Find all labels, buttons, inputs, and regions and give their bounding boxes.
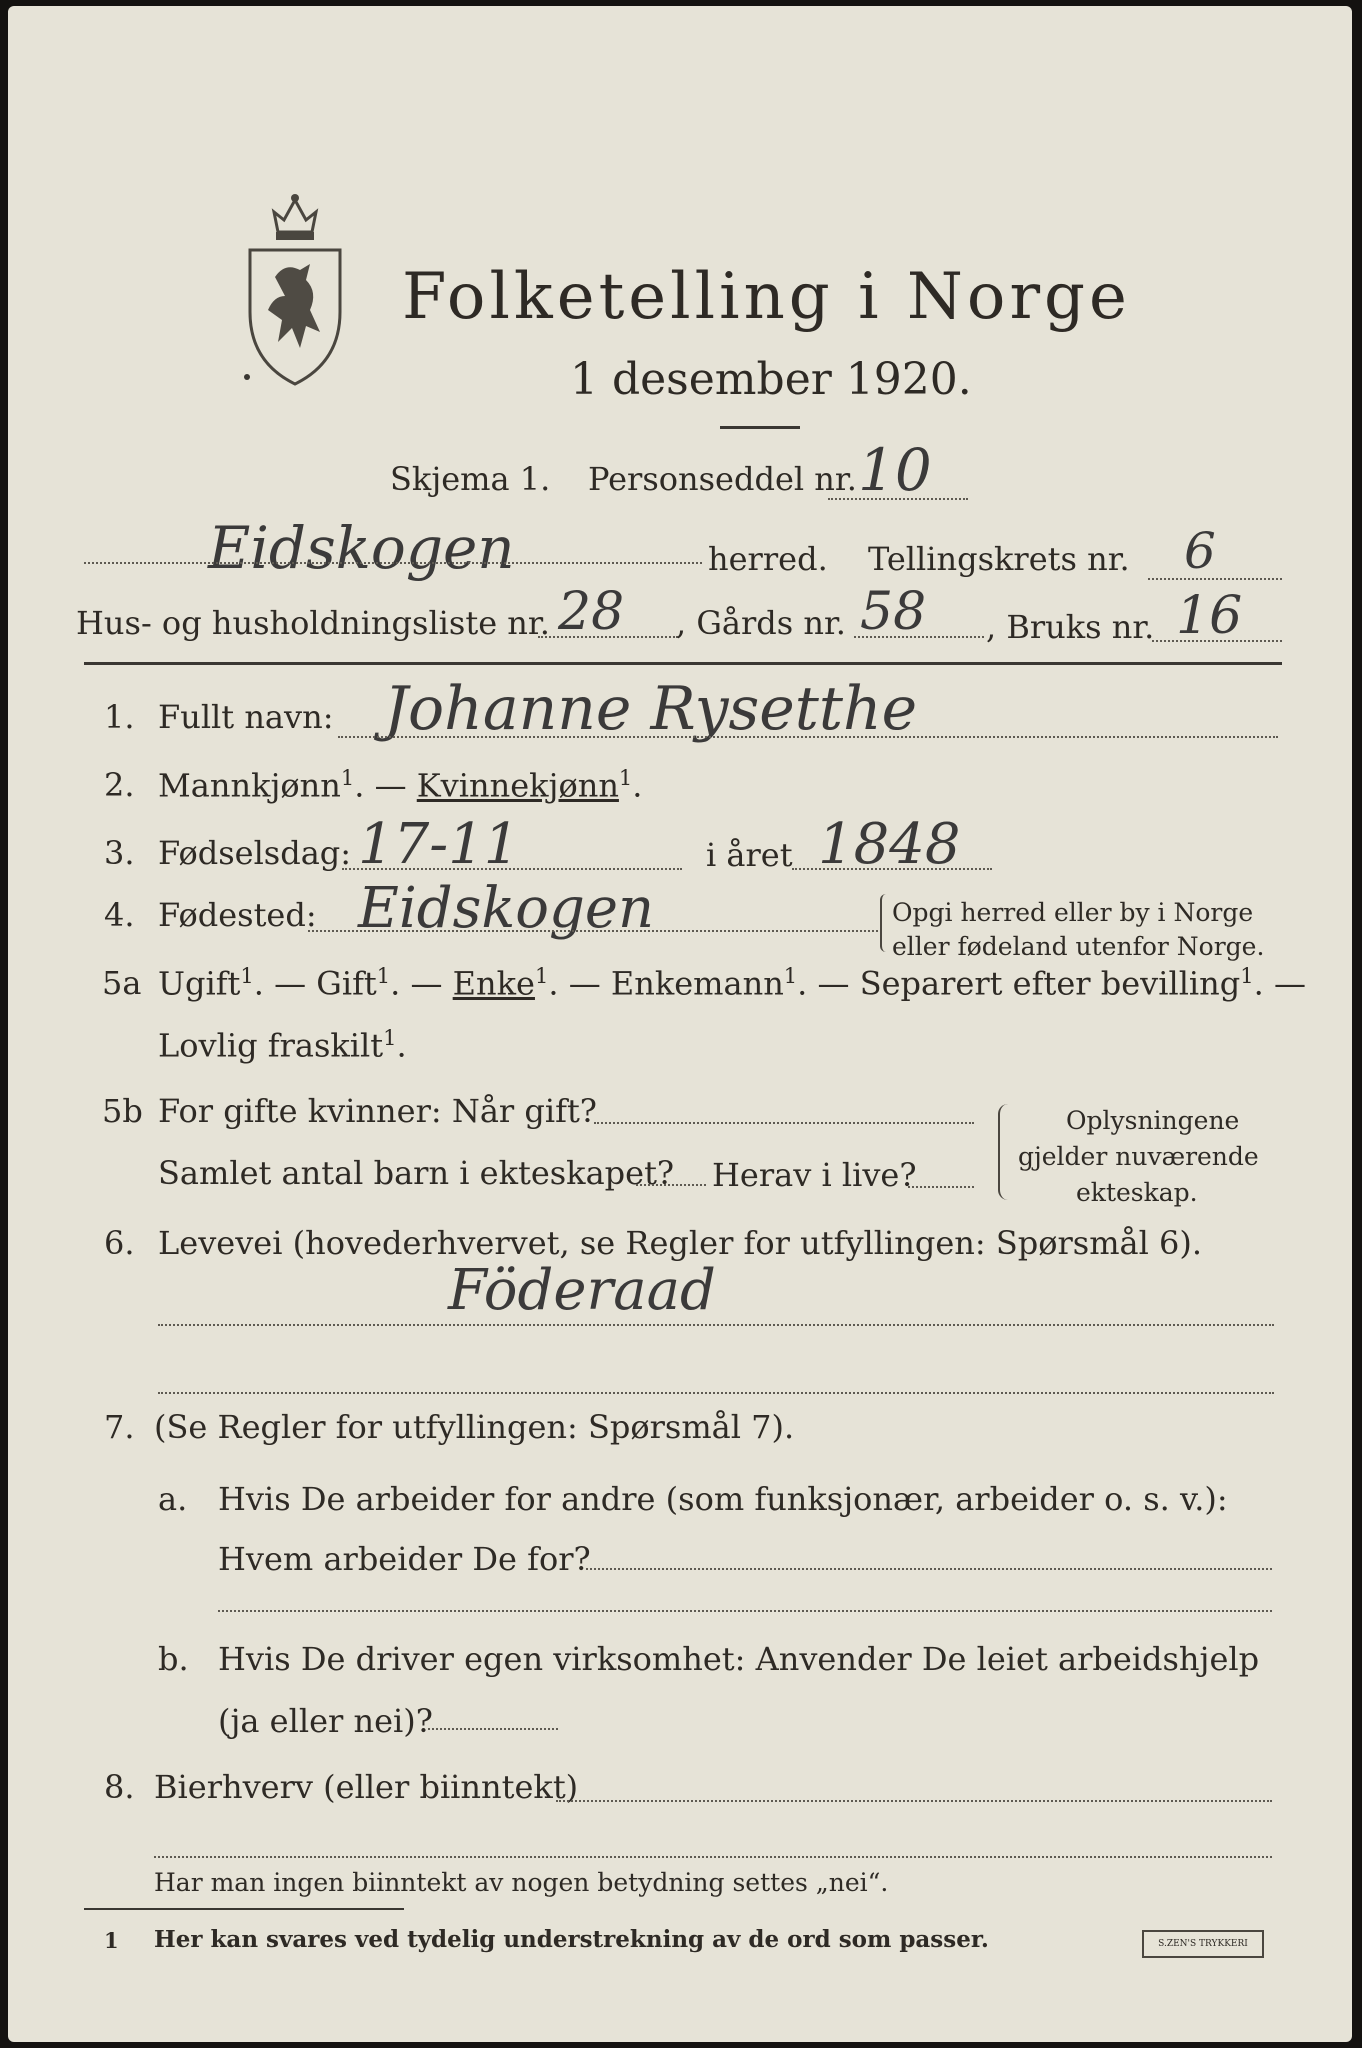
q7a-marker: a.: [158, 1480, 188, 1518]
bruks-line: [1152, 640, 1282, 642]
herred-label: herred.: [708, 540, 828, 578]
q5b-married-line: [594, 1122, 974, 1124]
q4-label: Fødested:: [158, 896, 317, 934]
q5b-children-label: Samlet antal barn i ekteskapet?: [158, 1154, 675, 1192]
q4-note-brace: [880, 894, 888, 952]
personseddel-line: [828, 498, 968, 500]
q7b-line1: Hvis De driver egen virksomhet: Anvender De leiet arbeidshjelp: [218, 1640, 1260, 1678]
q3-label: Fødselsdag:: [158, 834, 352, 872]
form-date: 1 desember 1920.: [570, 354, 972, 405]
personseddel-value: 10: [858, 436, 932, 504]
herred-value: Eidskogen: [208, 514, 515, 582]
q5a-option-ugift: Ugift: [158, 964, 241, 1003]
form-title: Folketelling i Norge: [402, 260, 1131, 334]
herred-line: [84, 562, 702, 564]
q7a-line2: Hvem arbeider De for?: [218, 1540, 591, 1578]
q6-number: 6.: [104, 1224, 135, 1262]
q5a-line2: Lovlig fraskilt$^1$.: [158, 1026, 407, 1065]
q8-number: 8.: [104, 1768, 135, 1806]
q5a-number: 5a: [102, 964, 142, 1002]
q6-label: Levevei (hovederhvervet, se Regler for utfyllingen: Spørsmål 6).: [158, 1224, 1203, 1262]
section-divider: [84, 662, 1282, 665]
q2-option-female: Kvinnekjønn: [416, 766, 619, 805]
q3-year-label: i året: [706, 836, 793, 874]
q2-number: 2.: [104, 766, 135, 804]
q3-line: [342, 868, 682, 870]
census-form-sheet: [8, 6, 1352, 2042]
q7b-line: [428, 1728, 558, 1730]
q4-note-line1: Opgi herred eller by i Norge: [892, 898, 1254, 927]
q4-note-line2: eller fødeland utenfor Norge.: [892, 932, 1265, 961]
q4-line: [308, 930, 878, 932]
q7-number: 7.: [104, 1408, 135, 1446]
footer-note: Har man ingen biinntekt av nogen betydning settes „nei“.: [154, 1868, 889, 1897]
q7a-line1: Hvis De arbeider for andre (som funksjonær, arbeider o. s. v.):: [218, 1480, 1228, 1518]
coat-of-arms-icon: [240, 192, 350, 392]
dot-mark: [244, 374, 250, 380]
q8-line-extra: [154, 1856, 1272, 1858]
q5b-note-line1: Oplysningene: [1066, 1106, 1240, 1135]
q2-text: Mannkjønn$^1$. — Kvinnekjønn$^1$.: [158, 766, 643, 805]
q5b-note-brace: [998, 1104, 1008, 1200]
q3-value: 17-11: [358, 812, 520, 877]
q7a-line-extra: [218, 1610, 1272, 1612]
q5b-note-line2: gjelder nuværende: [1018, 1142, 1259, 1171]
bruks-value: 16: [1176, 586, 1243, 646]
gards-value: 58: [860, 582, 927, 642]
q5a-option-enke: Enke: [452, 964, 535, 1003]
gards-line: [854, 636, 984, 638]
q5b-children-line: [636, 1184, 706, 1186]
printer-stamp: S.ZEN'S TRYKKERI: [1142, 1930, 1264, 1958]
q5a-line1: Ugift$^1$. — Gift$^1$. — Enke$^1$. — Enkemann$^1$. — Separert efter bevilling$^1$. —: [158, 964, 1306, 1003]
q2-option-male: Mannkjønn: [158, 766, 341, 805]
skjema-label: Skjema 1.: [390, 460, 551, 498]
q8-label: Bierhverv (eller biinntekt): [154, 1768, 579, 1806]
q4-value: Eidskogen: [358, 876, 655, 941]
personseddel-label: Personseddel nr.: [588, 460, 857, 498]
footnote-number: 1: [104, 1928, 119, 1953]
bruks-label: , Bruks nr.: [986, 608, 1155, 646]
q3-number: 3.: [104, 834, 135, 872]
q5b-number: 5b: [102, 1092, 143, 1130]
q5b-alive-label: Herav i live?: [712, 1156, 917, 1194]
tellingskrets-line: [1148, 578, 1282, 580]
tellingskrets-value: 6: [1184, 522, 1216, 580]
q8-line: [556, 1800, 1272, 1802]
q1-line: [338, 736, 1278, 738]
footnote-text: Her kan svares ved tydelig understrekning av de ord som passer.: [154, 1926, 989, 1953]
header-rule: [720, 426, 800, 429]
q7a-line: [586, 1568, 1272, 1570]
q1-value: Johanne Rysetthe: [384, 674, 918, 744]
q7-label: (Se Regler for utfyllingen: Spørsmål 7).: [154, 1408, 795, 1446]
q6-value: Föderaad: [448, 1258, 716, 1323]
gards-label: , Gårds nr.: [676, 604, 846, 642]
q6-line2: [158, 1392, 1274, 1394]
q1-label: Fullt navn:: [158, 698, 334, 736]
q5b-alive-line: [908, 1186, 974, 1188]
q3-year-value: 1848: [818, 812, 961, 877]
q7b-line2: (ja eller nei)?: [218, 1702, 433, 1740]
q1-number: 1.: [104, 698, 135, 736]
hus-label: Hus- og husholdningsliste nr.: [76, 604, 550, 642]
footnote-rule: [84, 1908, 404, 1910]
q3-year-line: [792, 868, 992, 870]
q6-line1: [158, 1324, 1274, 1326]
tellingskrets-label: Tellingskrets nr.: [868, 540, 1130, 578]
q4-number: 4.: [104, 896, 135, 934]
hus-value: 28: [558, 582, 625, 642]
q5b-note-line3: ekteskap.: [1076, 1178, 1198, 1207]
q5b-line1: For gifte kvinner: Når gift?: [158, 1092, 597, 1130]
q7b-marker: b.: [158, 1640, 189, 1678]
hus-line: [538, 636, 678, 638]
